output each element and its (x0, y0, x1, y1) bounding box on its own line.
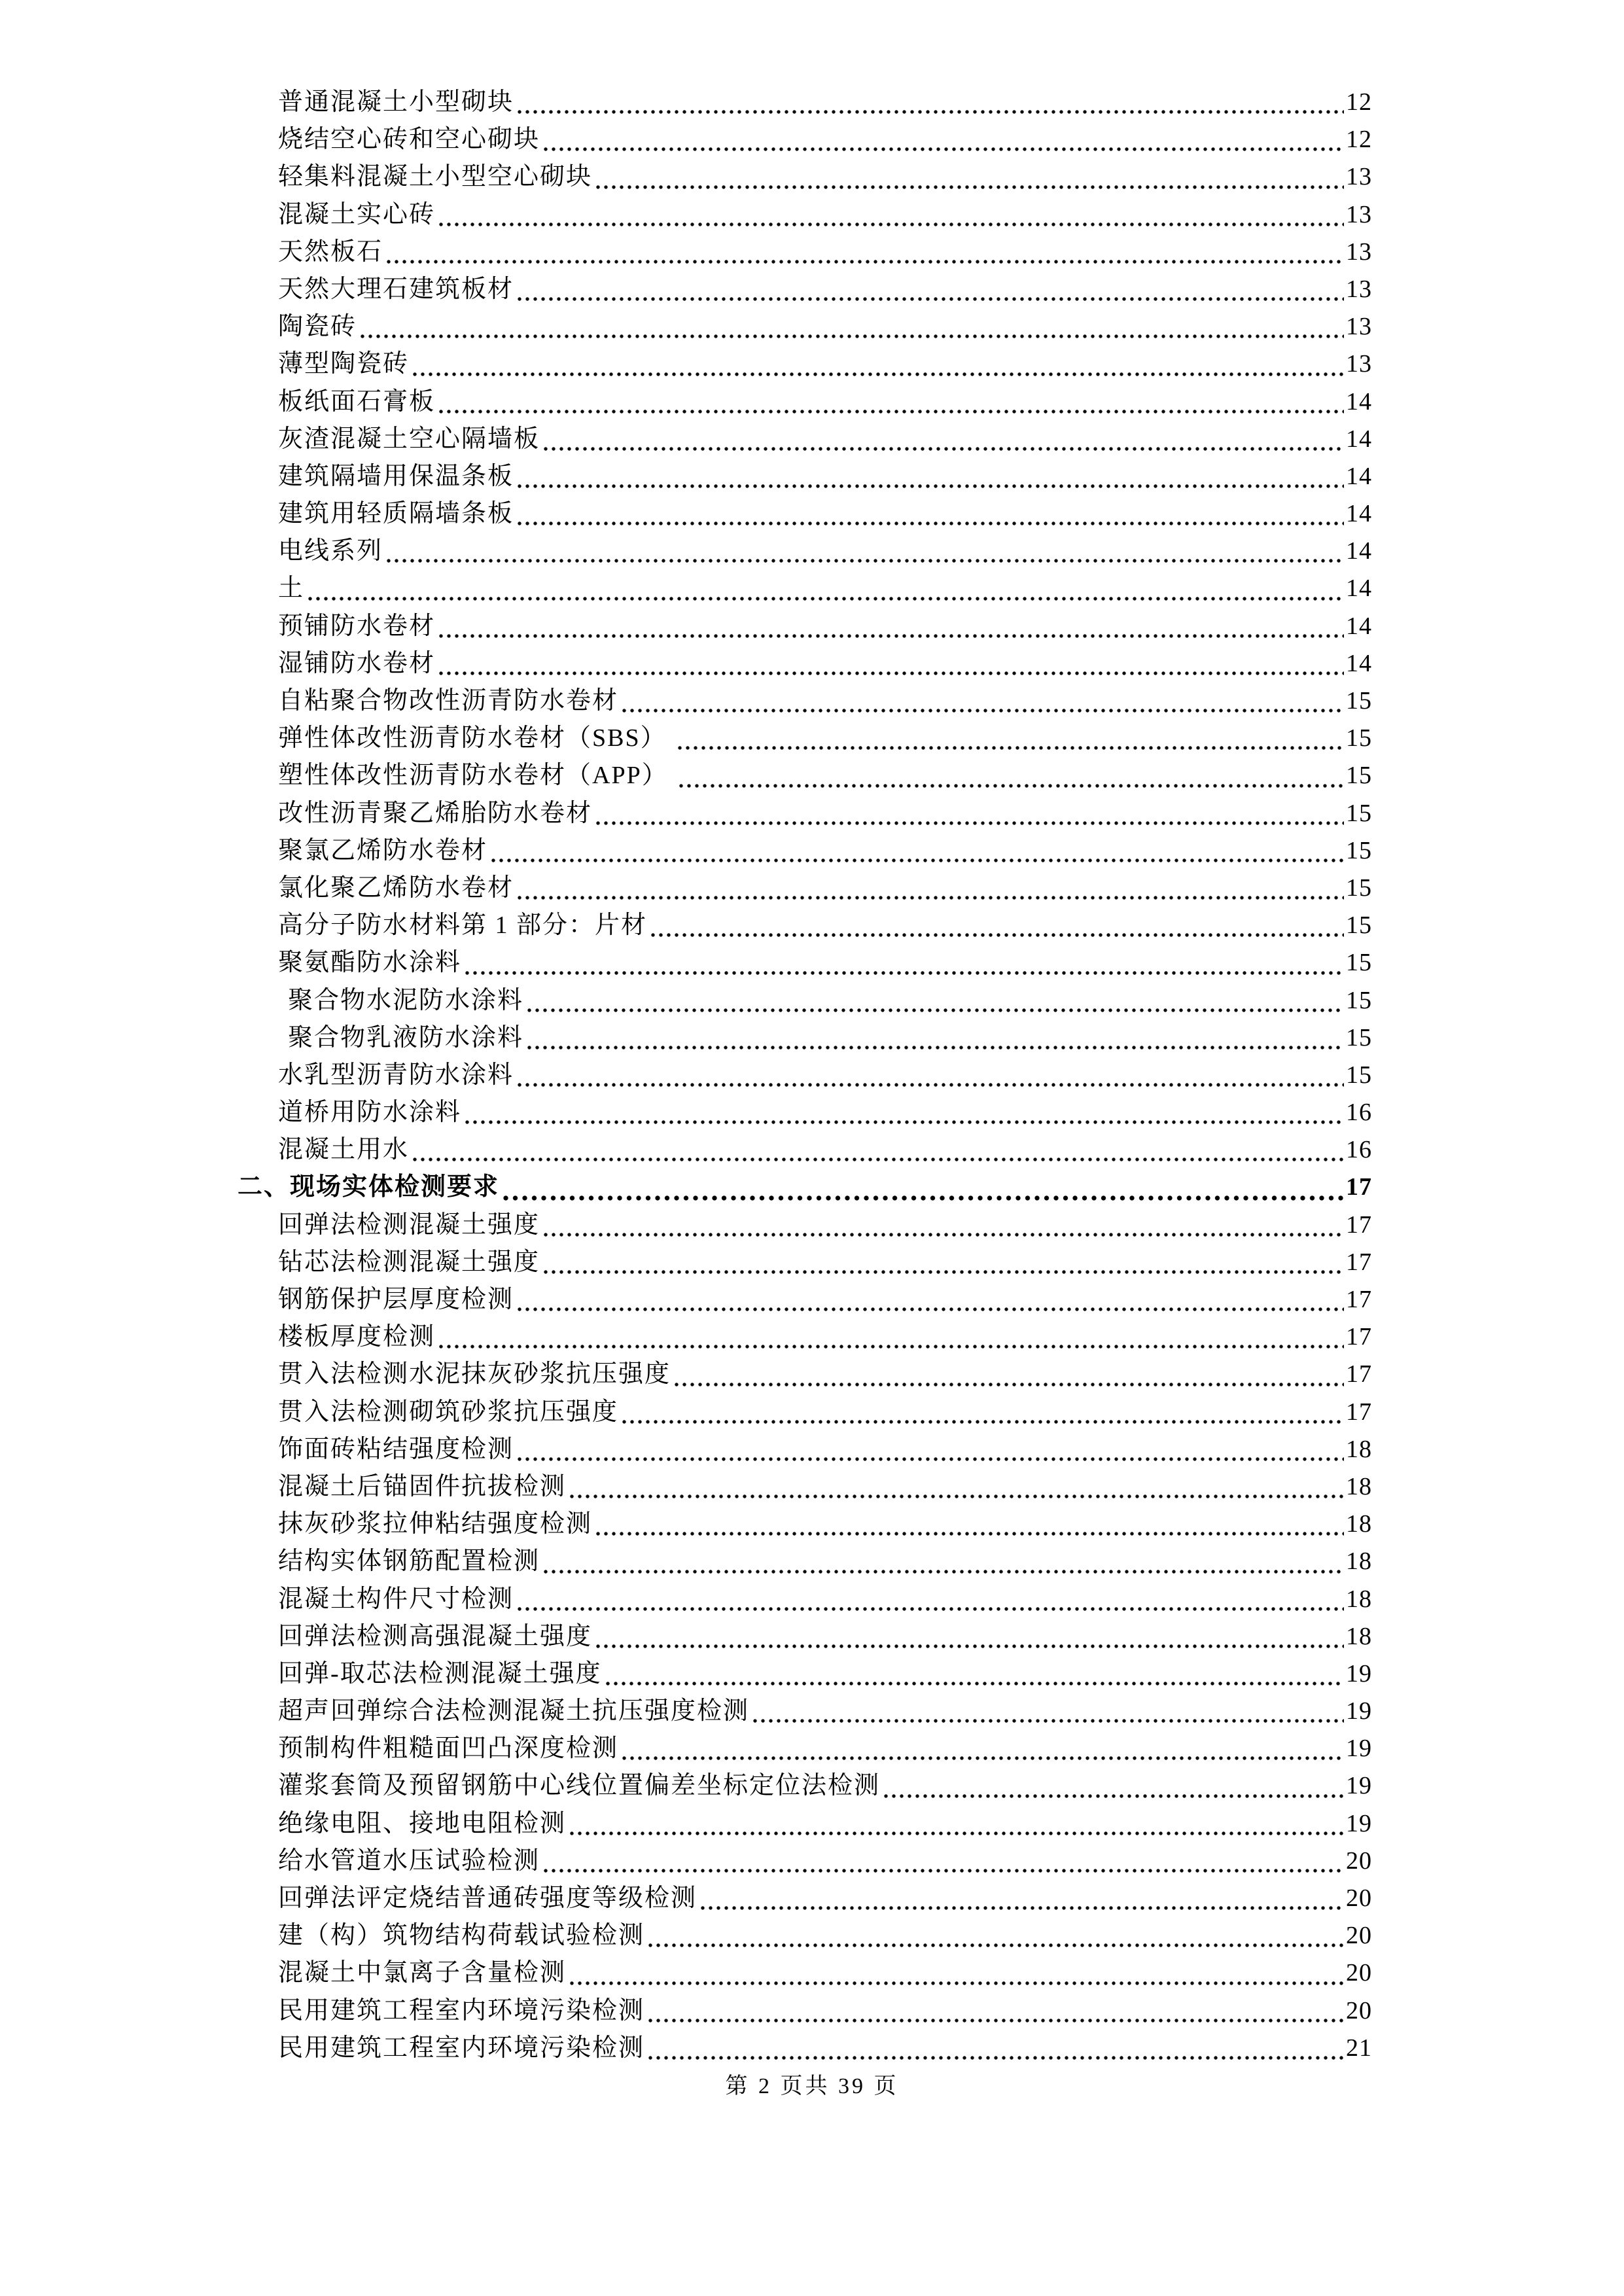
toc-entry (238, 495, 1372, 533)
toc-entry-page: 17 (1346, 1248, 1372, 1276)
toc-entry (238, 1843, 1372, 1880)
toc-entry (238, 720, 1372, 757)
toc-entry-page: 15 (1346, 836, 1372, 864)
toc-entry-label: 天然板石 (278, 238, 383, 266)
toc-entry (238, 832, 1372, 870)
toc-entry-label: 薄型陶瓷砖 (278, 350, 410, 378)
toc-entry (238, 1805, 1372, 1843)
toc-entry (238, 458, 1372, 495)
toc-entry-label: 灰渣混凝土空心隔墙板 (278, 425, 540, 453)
toc-entry (238, 1318, 1372, 1356)
toc-entry-label: 自粘聚合物改性沥青防水卷材 (278, 687, 619, 715)
toc-entry-page: 18 (1346, 1472, 1372, 1500)
toc-entry-page: 15 (1346, 687, 1372, 715)
toc-entry-label: 贯入法检测水泥抹灰砂浆抗压强度 (278, 1360, 671, 1388)
dotted-leader (648, 1942, 1344, 1949)
toc-entry-label: 回弹法检测高强混凝土强度 (278, 1622, 593, 1650)
toc-entry-page: 13 (1346, 238, 1372, 266)
dotted-leader (595, 1643, 1344, 1650)
toc-entry (238, 1655, 1372, 1693)
toc-entry (238, 2030, 1372, 2067)
toc-entry-page: 17 (1346, 1398, 1372, 1426)
dotted-leader (543, 1568, 1344, 1575)
toc-entry-label: 预铺防水卷材 (278, 612, 436, 640)
toc-entry-page: 17 (1346, 1173, 1372, 1201)
toc-entry (238, 345, 1372, 383)
dotted-leader (543, 446, 1344, 452)
toc-entry-label: 建筑隔墙用保温条板 (278, 462, 514, 490)
toc-entry (238, 1618, 1372, 1655)
dotted-leader (650, 932, 1344, 938)
dotted-leader (622, 707, 1344, 714)
toc-entry (238, 982, 1372, 1019)
dotted-leader (438, 221, 1344, 228)
dotted-leader (438, 408, 1344, 415)
dotted-leader (595, 820, 1344, 826)
toc-entry (238, 1019, 1372, 1057)
toc-entry-page: 13 (1346, 163, 1372, 191)
toc-entry-page: 17 (1346, 1210, 1372, 1239)
toc-entry-label: 陶瓷砖 (278, 313, 357, 341)
dotted-leader (517, 296, 1344, 302)
toc-entry-page: 14 (1346, 612, 1372, 640)
toc-entry (238, 1506, 1372, 1543)
toc-entry-label: 给水管道水压试验检测 (278, 1846, 540, 1875)
toc-entry (238, 1767, 1372, 1805)
dotted-leader (543, 146, 1344, 152)
toc-entry (238, 1992, 1372, 2030)
toc-entry (238, 907, 1372, 944)
toc-entry (238, 944, 1372, 981)
dotted-leader (527, 1044, 1344, 1051)
toc-entry (238, 570, 1372, 607)
toc-entry (238, 158, 1372, 196)
dotted-leader (438, 1343, 1344, 1350)
toc-entry-page: 14 (1346, 574, 1372, 603)
dotted-leader (622, 1419, 1344, 1425)
toc-entry-page: 16 (1346, 1099, 1372, 1127)
toc-entry (238, 533, 1372, 570)
toc-entry (238, 121, 1372, 158)
toc-entry (238, 1394, 1372, 1431)
dotted-leader (752, 1718, 1344, 1724)
toc-entry-label: 改性沥青聚乙烯胎防水卷材 (278, 799, 593, 827)
dotted-leader (674, 1381, 1344, 1388)
toc-entry-label: 混凝土构件尺寸检测 (278, 1585, 514, 1613)
toc-entry-page: 19 (1346, 1772, 1372, 1800)
toc-entry-label: 绝缘电阻、接地电阻检测 (278, 1809, 567, 1837)
dotted-leader (648, 2017, 1344, 2024)
dotted-leader (543, 1231, 1344, 1238)
dotted-leader (543, 1269, 1344, 1275)
toc-entry-page: 20 (1346, 1996, 1372, 2024)
dotted-leader (605, 1680, 1344, 1687)
toc-entry (238, 757, 1372, 794)
toc-entry-label: 高分子防水材料第 1 部分：片材 (278, 911, 648, 940)
toc-entry-label: 轻集料混凝土小型空心砌块 (278, 163, 593, 191)
toc-entry-page: 15 (1346, 986, 1372, 1014)
toc-entry (238, 1244, 1372, 1281)
toc-entry (238, 421, 1372, 458)
toc-entry-label: 道桥用防水涂料 (278, 1099, 462, 1127)
toc-entry-label: 回弹法评定烧结普通砖强度等级检测 (278, 1884, 697, 1912)
toc-entry (238, 1730, 1372, 1767)
dotted-leader (386, 557, 1344, 564)
toc-entry-page: 14 (1346, 649, 1372, 677)
toc-entry-label: 湿铺防水卷材 (278, 649, 436, 677)
toc-entry-label: 电线系列 (278, 537, 383, 565)
toc-entry-page: 16 (1346, 1136, 1372, 1164)
dotted-leader (360, 333, 1344, 340)
toc-entry-page: 20 (1346, 1884, 1372, 1912)
toc-entry-label: 水乳型沥青防水涂料 (278, 1061, 514, 1089)
toc-entry (238, 1880, 1372, 1917)
dotted-leader (517, 483, 1344, 489)
dotted-leader (412, 1156, 1344, 1163)
toc-entry-label: 民用建筑工程室内环境污染检测 (278, 2034, 645, 2062)
toc-entry-page: 14 (1346, 425, 1372, 453)
toc-entry-label: 塑性体改性沥青防水卷材（APP） (278, 762, 676, 790)
toc-entry-label: 烧结空心砖和空心砌块 (278, 126, 540, 154)
dotted-leader (386, 258, 1344, 265)
toc-entry (238, 682, 1372, 720)
toc-entry-page: 14 (1346, 387, 1372, 415)
page-footer: 第 2 页共 39 页 (725, 2074, 899, 2098)
toc-entry-page: 14 (1346, 500, 1372, 528)
dotted-leader (517, 109, 1344, 115)
toc-entry-page: 12 (1346, 88, 1372, 116)
dotted-leader (503, 1195, 1344, 1201)
toc-entry-label: 混凝土实心砖 (278, 200, 436, 228)
dotted-leader (491, 857, 1344, 864)
toc-entry (238, 271, 1372, 308)
toc-entry (238, 308, 1372, 345)
toc-entry-label: 预制构件粗糙面凹凸深度检测 (278, 1735, 619, 1763)
toc-entry-page: 13 (1346, 275, 1372, 303)
dotted-leader (517, 894, 1344, 901)
toc-entry-label: 抹灰砂浆拉伸粘结强度检测 (278, 1510, 593, 1538)
dotted-leader (569, 1980, 1344, 1987)
toc-entry (238, 1693, 1372, 1730)
toc-entry (238, 1431, 1372, 1468)
toc-entry (238, 1543, 1372, 1580)
toc-entry (238, 1356, 1372, 1393)
toc-entry-label: 聚氨酯防水涂料 (278, 949, 462, 977)
toc-entry-label: 楼板厚度检测 (278, 1323, 436, 1351)
toc-entry-page: 18 (1346, 1547, 1372, 1576)
toc-entry (238, 1954, 1372, 1992)
toc-entry (238, 795, 1372, 832)
toc-entry (238, 645, 1372, 682)
toc-entry-page: 14 (1346, 462, 1372, 490)
toc-entry-page: 19 (1346, 1735, 1372, 1763)
toc-entry-label: 钢筋保护层厚度检测 (278, 1286, 514, 1313)
toc-entry (238, 1468, 1372, 1506)
toc-entry (238, 383, 1372, 421)
toc-entry-label: 天然大理石建筑板材 (278, 275, 514, 303)
dotted-leader (465, 1119, 1344, 1125)
toc-entry (238, 1169, 1372, 1206)
toc-entry-label: 聚合物水泥防水涂料 (288, 986, 524, 1014)
toc-entry-label: 回弹法检测混凝土强度 (278, 1210, 540, 1239)
toc-entry-label: 结构实体钢筋配置检测 (278, 1547, 540, 1576)
toc-entry (238, 84, 1372, 121)
dotted-leader (438, 670, 1344, 677)
toc-entry-label: 混凝土后锚固件抗拔检测 (278, 1472, 567, 1500)
toc-entry-page: 15 (1346, 874, 1372, 902)
dotted-leader (308, 595, 1344, 602)
toc-entry-page: 18 (1346, 1510, 1372, 1538)
toc-entry-page: 21 (1346, 2034, 1372, 2062)
toc-entry-label: 混凝土用水 (278, 1136, 410, 1164)
toc-entry-page: 18 (1346, 1435, 1372, 1463)
toc-entry-label: 普通混凝土小型砌块 (278, 88, 514, 116)
toc-entry-page: 19 (1346, 1659, 1372, 1687)
toc-entry-label: 民用建筑工程室内环境污染检测 (278, 1996, 645, 2024)
toc-entry-label: 氯化聚乙烯防水卷材 (278, 874, 514, 902)
toc-entry-page: 17 (1346, 1360, 1372, 1388)
toc-entry-page: 19 (1346, 1697, 1372, 1725)
dotted-leader (679, 783, 1344, 789)
toc-entry (238, 1207, 1372, 1244)
dotted-leader (595, 184, 1344, 190)
dotted-leader (517, 1082, 1344, 1088)
toc-entry-page: 12 (1346, 126, 1372, 154)
toc-entry-label: 弹性体改性沥青防水卷材（SBS） (278, 724, 675, 752)
toc-entry-page: 19 (1346, 1809, 1372, 1837)
toc-entry-page: 15 (1346, 1061, 1372, 1089)
toc-entry-label: 钻芯法检测混凝土强度 (278, 1248, 540, 1276)
dotted-leader (677, 745, 1344, 751)
toc-entry-page: 14 (1346, 537, 1372, 565)
toc-entry-page: 15 (1346, 911, 1372, 940)
toc-entry (238, 1131, 1372, 1169)
dotted-leader (517, 520, 1344, 527)
toc-entry-label: 饰面砖粘结强度检测 (278, 1435, 514, 1463)
dotted-leader (438, 633, 1344, 639)
toc-entry-label: 聚合物乳液防水涂料 (288, 1023, 524, 1051)
dotted-leader (517, 1306, 1344, 1313)
dotted-leader (595, 1530, 1344, 1537)
toc-entry-page: 15 (1346, 799, 1372, 827)
toc-entry-page: 15 (1346, 949, 1372, 977)
dotted-leader (543, 1867, 1344, 1874)
toc-entry-page: 17 (1346, 1323, 1372, 1351)
toc-list (238, 84, 1372, 2067)
toc-entry-page: 15 (1346, 762, 1372, 790)
toc-entry-label: 土 (278, 574, 305, 603)
dotted-leader (527, 1007, 1344, 1014)
dotted-leader (883, 1793, 1344, 1799)
toc-entry-page: 18 (1346, 1622, 1372, 1650)
toc-entry-label: 灌浆套筒及预留钢筋中心线位置偏差坐标定位法检测 (278, 1772, 881, 1800)
toc-entry-label: 超声回弹综合法检测混凝土抗压强度检测 (278, 1697, 750, 1725)
toc-entry-label: 聚氯乙烯防水卷材 (278, 836, 488, 864)
toc-entry (238, 1094, 1372, 1131)
toc-entry-page: 15 (1346, 724, 1372, 752)
toc-entry (238, 1057, 1372, 1094)
toc-entry-page: 13 (1346, 350, 1372, 378)
dotted-leader (412, 371, 1344, 378)
toc-entry-page: 20 (1346, 1922, 1372, 1950)
toc-entry (238, 608, 1372, 645)
toc-entry (238, 870, 1372, 907)
toc-entry (238, 1581, 1372, 1618)
toc-entry-label: 混凝土中氯离子含量检测 (278, 1959, 567, 1987)
dotted-leader (517, 1456, 1344, 1462)
toc-entry (238, 1281, 1372, 1318)
dotted-leader (569, 1830, 1344, 1837)
toc-entry-page: 13 (1346, 200, 1372, 228)
toc-entry-label: 二、现场实体检测要求 (238, 1173, 500, 1201)
toc-entry-page: 18 (1346, 1585, 1372, 1613)
toc-entry-page: 20 (1346, 1846, 1372, 1875)
dotted-leader (622, 1755, 1344, 1761)
dotted-leader (517, 1606, 1344, 1612)
toc-entry-label: 板纸面石膏板 (278, 387, 436, 415)
dotted-leader (648, 2055, 1344, 2061)
toc-entry (238, 196, 1372, 234)
toc-entry (238, 1917, 1372, 1954)
toc-entry-page: 17 (1346, 1286, 1372, 1313)
dotted-leader (465, 970, 1344, 976)
toc-entry-page: 20 (1346, 1959, 1372, 1987)
toc-entry-page: 13 (1346, 313, 1372, 341)
toc-entry (238, 234, 1372, 271)
toc-entry-label: 回弹-取芯法检测混凝土强度 (278, 1659, 602, 1687)
toc-entry-label: 建筑用轻质隔墙条板 (278, 500, 514, 528)
dotted-leader (700, 1905, 1344, 1911)
toc-entry-page: 15 (1346, 1023, 1372, 1051)
toc-entry-label: 贯入法检测砌筑砂浆抗压强度 (278, 1398, 619, 1426)
dotted-leader (569, 1493, 1344, 1500)
toc-entry-label: 建（构）筑物结构荷载试验检测 (278, 1922, 645, 1950)
